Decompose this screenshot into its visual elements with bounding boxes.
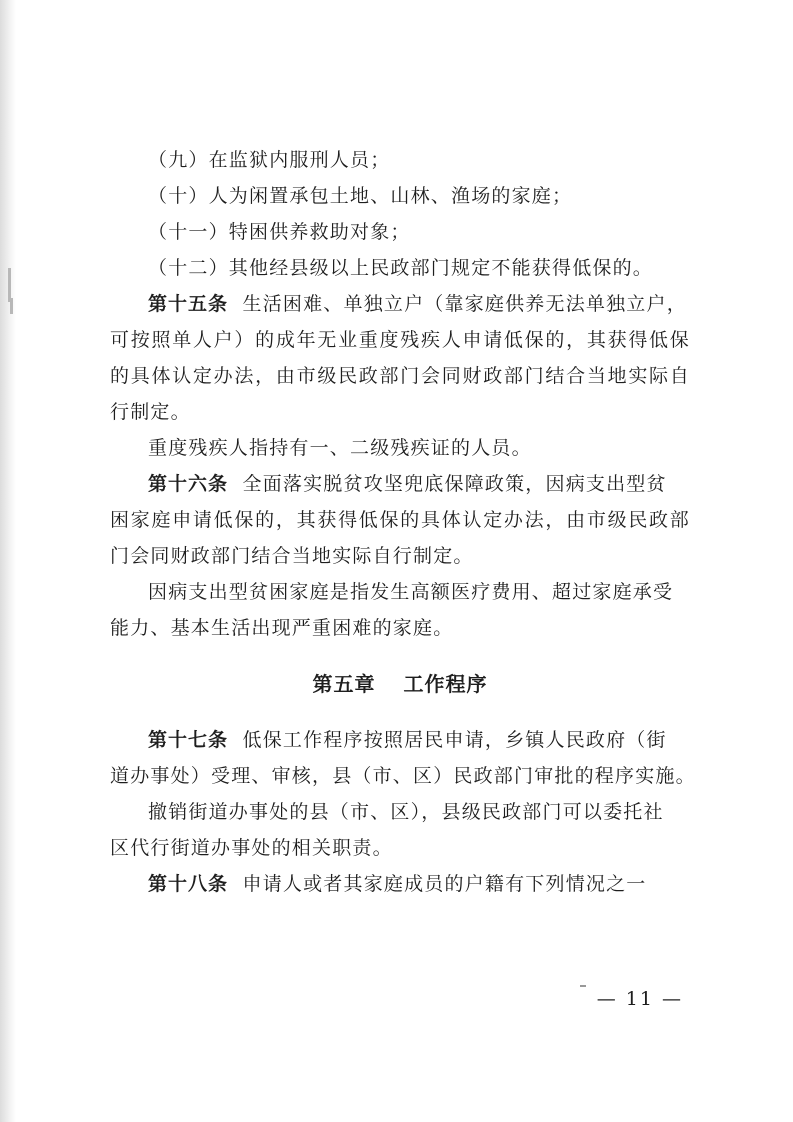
paragraph-line: 能力、基本生活出现严重困难的家庭。	[110, 617, 454, 639]
paragraph-line: 因病支出型贫困家庭是指发生高额医疗费用、超过家庭承受	[148, 581, 674, 603]
paragraph-line: 行制定。	[110, 401, 191, 423]
article-15-text: 生活困难、单独立户（靠家庭供养无法单独立户，	[242, 293, 687, 315]
chapter-number: 第五章	[312, 672, 376, 696]
scan-mark	[10, 298, 13, 314]
chapter-heading	[110, 666, 690, 702]
paragraph-line: 的具体认定办法，由市级民政部门会同财政部门结合当地实际自	[110, 365, 690, 387]
paragraph-line: 重度残疾人指持有一、二级残疾证的人员。	[148, 437, 532, 459]
paragraph-line: 困家庭申请低保的，其获得低保的具体认定办法，由市级民政部	[110, 509, 690, 531]
article-18-label: 第十八条	[148, 873, 229, 895]
scan-edge-shadow	[0, 0, 16, 1122]
paragraph-line: 撤销街道办事处的县（市、区），县级民政部门可以委托社	[148, 801, 664, 823]
article-17-first-line	[110, 722, 690, 758]
list-item: （十一）特困供养救助对象；	[148, 221, 411, 243]
article-16-first-line	[110, 466, 690, 502]
article-18-text: 申请人或者其家庭成员的户籍有下列情况之一	[242, 873, 647, 895]
article-15-label: 第十五条	[148, 293, 229, 315]
article-17-text: 低保工作程序按照居民申请，乡镇人民政府（街	[242, 729, 667, 751]
page-number: — 11 —	[596, 988, 683, 1010]
article-17-label: 第十七条	[148, 729, 229, 751]
article-16-label: 第十六条	[148, 473, 229, 495]
list-item: （九）在监狱内服刑人员；	[148, 149, 391, 171]
article-15-first-line	[110, 286, 690, 322]
chapter-title: 工作程序	[403, 672, 488, 696]
article-18-first-line	[110, 866, 690, 902]
list-item: （十）人为闲置承包土地、山林、渔场的家庭；	[148, 185, 573, 207]
article-16-text: 全面落实脱贫攻坚兜底保障政策，因病支出型贫	[242, 473, 667, 495]
document-body	[110, 142, 696, 902]
paragraph-line: 道办事处）受理、审核，县（市、区）民政部门审批的程序实施。	[110, 765, 696, 787]
paragraph-line: 门会同财政部门结合当地实际自行制定。	[110, 545, 474, 567]
scan-speck	[580, 985, 586, 987]
list-item: （十二）其他经县级以上民政部门规定不能获得低保的。	[148, 257, 654, 279]
scan-mark	[8, 268, 11, 302]
paragraph-line: 可按照单人户）的成年无业重度残疾人申请低保的，其获得低保	[110, 329, 690, 351]
paragraph-line: 区代行街道办事处的相关职责。	[110, 837, 393, 859]
